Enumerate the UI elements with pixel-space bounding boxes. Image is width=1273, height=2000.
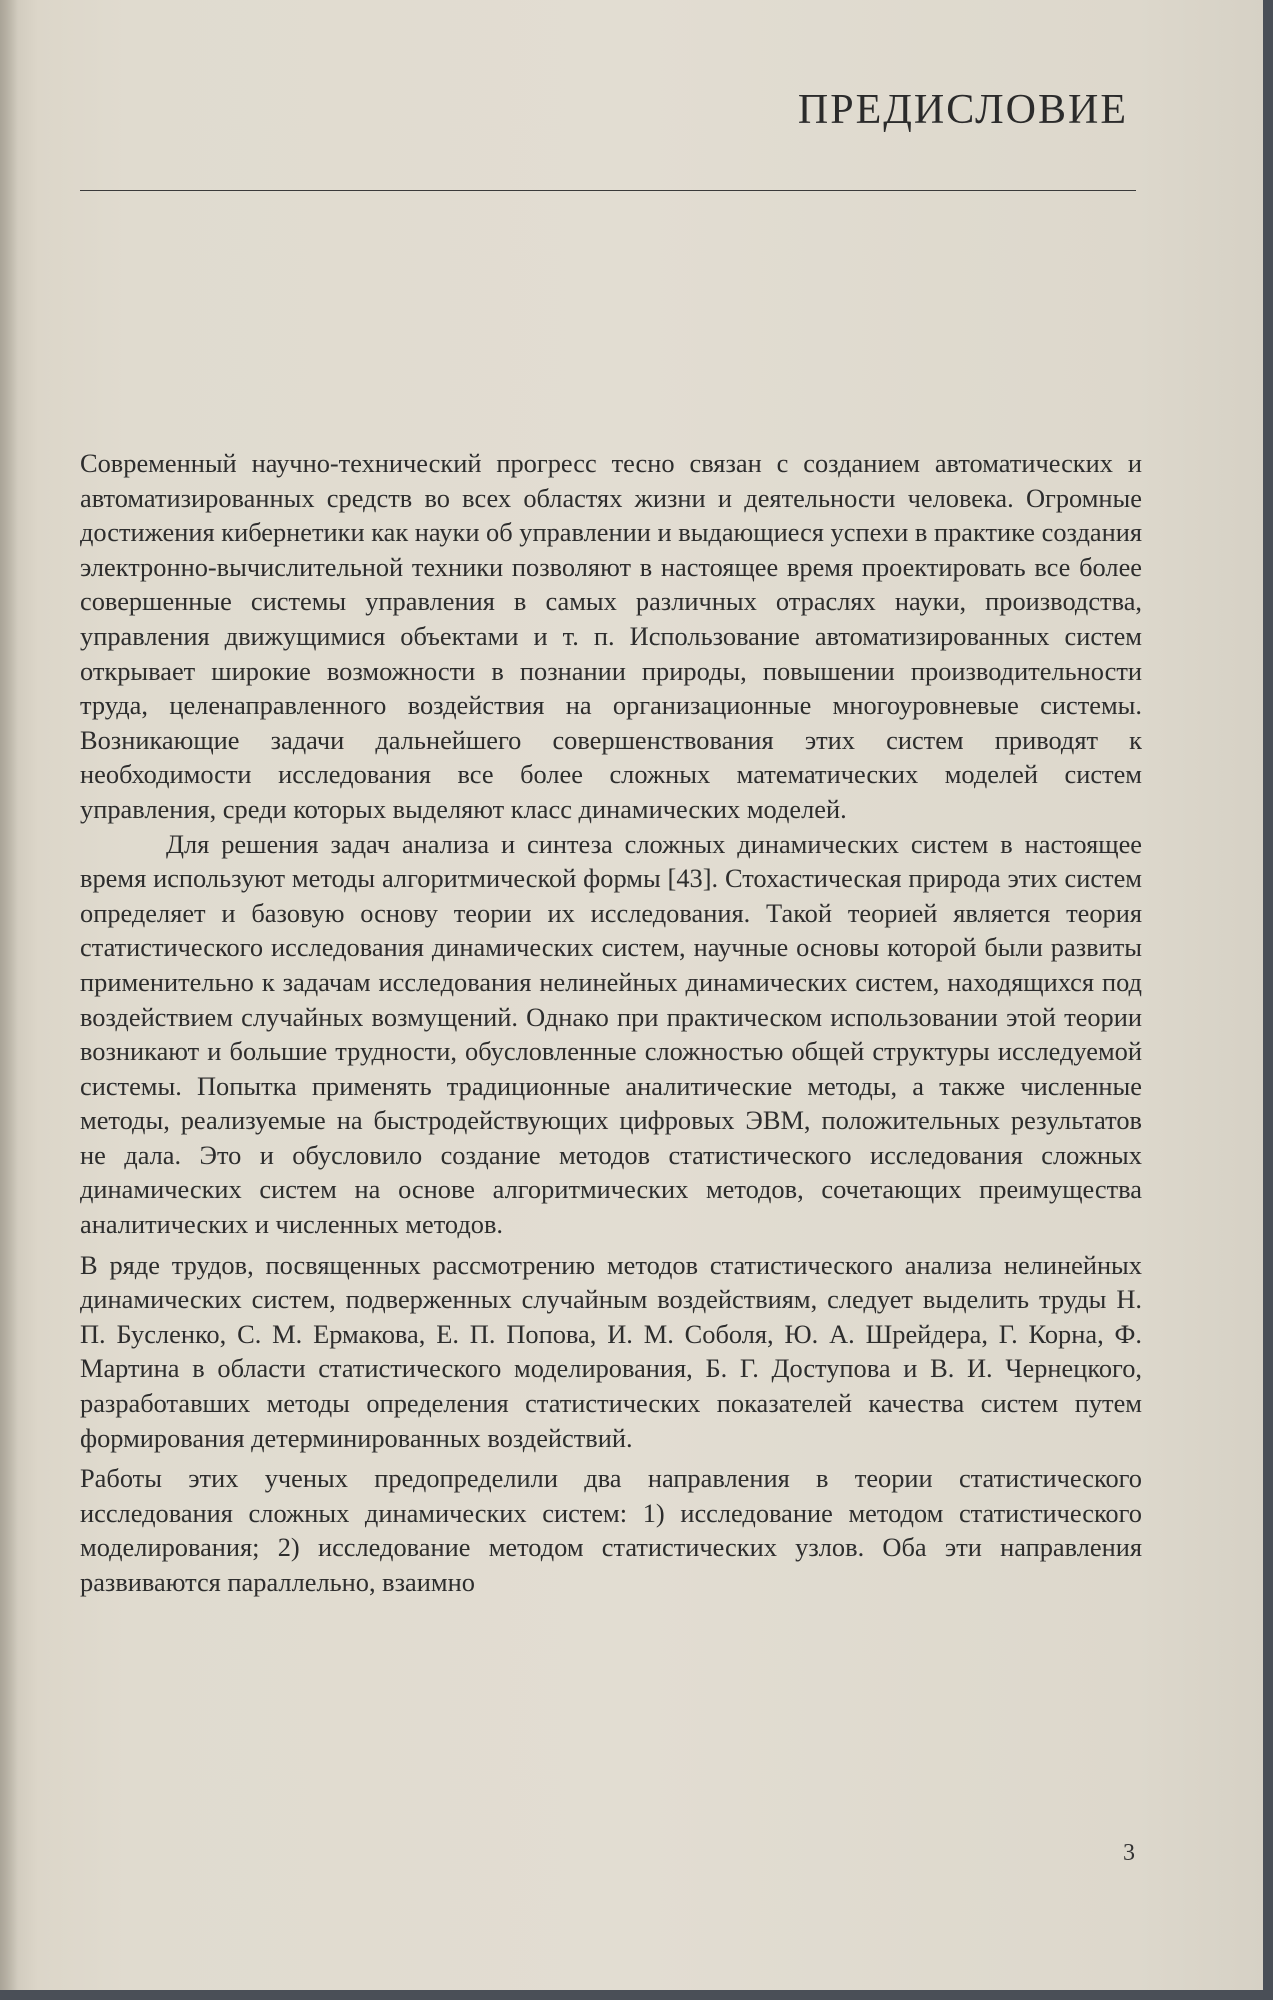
paragraph-2: Для решения задач анализа и синтеза сложных динамических систем в настоящее время используют методы алгоритмической формы [43]. Стохастическая природа этих систем определяет и базовую основу теории их исследования. Такой теорией является теория статистического исследования динамических систем, научные основы которой были развиты применительно к задачам исследования нелинейных динамических систем, находящихся под воздействием случайных возмущений. Однако при практическом использовании этой теории возникают и большие трудности, обусловленные сложностью общей структуры исследуемой системы. Попытка применять традиционные аналитические методы, а также численные методы, реализуемые на быстродействующих цифровых ЭВМ, положительных результатов не дала. Это и обусловило создание методов статистического исследования сложных динамических систем на основе алгоритмических методов, сочетающих преимущества аналитических и численных методов. [80, 828, 1142, 1240]
page-binding-shadow [0, 0, 18, 1990]
chapter-title: ПРЕДИСЛОВИЕ [797, 87, 1128, 133]
paragraph-1: Современный научно-технический прогресс тесно связан с созданием автоматических и автоматизированных средств во всех областях жизни и деятельности человека. Огромные достижения кибернетики как науки об управлении и выдающиеся успехи в практике создания электронно-вычислительной техники позволяют в настоящее время проектировать все более совершенные системы управления в самых различных отраслях науки, производства, управления движущимися объектами и т. п. Использование автоматизированных систем открывает широкие возможности в познании природы, повышении производительности труда, целенаправленного воздействия на организационные многоуровневые системы. Возникающие задачи дальнейшего совершенствования этих систем приводят к необходимости исследования все более сложных математических моделей систем управления, среди которых выделяют класс динамических моделей. [80, 448, 1142, 824]
title-rule [80, 190, 1136, 191]
paragraph-3: В ряде трудов, посвященных рассмотрению методов статистического анализа нелинейных динамических систем, подверженных случайным воздействиям, следует выделить труды Н. П. Бусленко, С. М. Ермакова, Е. П. Попова, И. М. Соболя, Ю. А. Шрейдера, Г. Корна, Ф. Мартина в области статистического моделирования, Б. Г. Доступова и В. И. Чернецкого, разработавших методы определения статистических показателей качества систем путем формирования детерминированных воздействий. [80, 1249, 1142, 1453]
body-text [80, 446, 1142, 1600]
page-number: 3 [1123, 1840, 1135, 1866]
paragraph-4: Работы этих ученых предопределили два направления в теории статистического исследования сложных динамических систем: 1) исследование методом статистического моделирования; 2) исследование методом статистических узлов. Оба эти направления развиваются параллельно, взаимно [80, 1463, 1142, 1597]
